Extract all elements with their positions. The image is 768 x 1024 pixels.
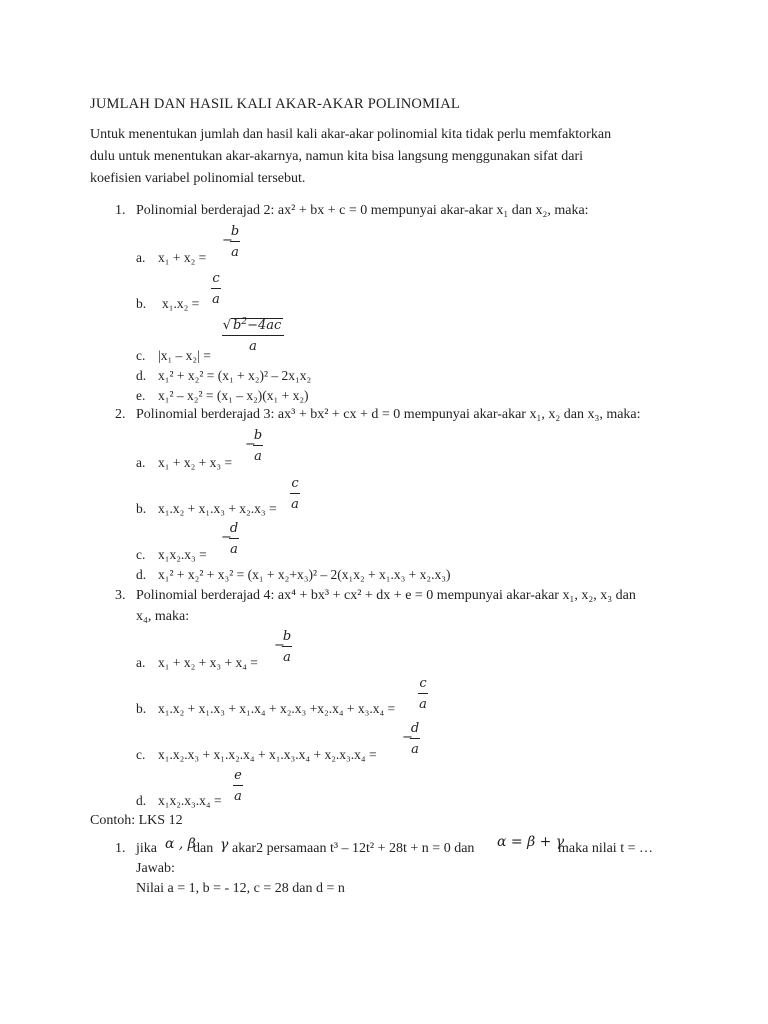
s2-c-letter: c. [136, 547, 146, 562]
section-2-number: 2. [115, 407, 126, 422]
s1-a-lhs: x₁ + x₂ = [158, 250, 207, 265]
fraction-denominator: a [249, 339, 257, 354]
s3-c-fraction [410, 722, 420, 756]
intro-line-1: Untuk menentukan jumlah dan hasil kali akar-akar polinomial kita tidak perlu memfaktorkan [90, 127, 612, 142]
section-3-number: 3. [115, 588, 126, 603]
answer-values: Nilai a = 1, b = - 12, c = 28 dan d = n [136, 881, 345, 896]
s3-b-letter: b. [136, 701, 147, 716]
section-3-heading-cont: x₄, maka: [136, 609, 190, 624]
s3-a-lhs: x₁ + x₂ + x₃ + x₄ = [158, 655, 258, 670]
fraction-denominator: a [230, 542, 238, 557]
sqrt-numerator: √ $b^2-4ac$ [222, 317, 282, 333]
fraction-denominator: a [212, 292, 220, 307]
fraction-bar [229, 538, 239, 539]
s3-c-lhs: x₁.x₂.x₃ + x₁.x₂.x₄ + x₁.x₃.x₄ + x₂.x₃.x₄ = [158, 747, 377, 762]
s1-a-letter: a. [136, 250, 146, 265]
alpha-beta-symbols: α , β [165, 836, 196, 852]
s1-c-lhs: |x₁ – x₂| = [158, 348, 211, 363]
fraction-denominator: a [411, 742, 419, 757]
s1-b-letter: b. [136, 296, 147, 311]
s1-a-sign: − [222, 233, 233, 248]
example-jika: jika [136, 841, 157, 856]
s3-d-letter: d. [136, 793, 147, 808]
gamma-symbol: γ [220, 837, 229, 853]
fraction-bar [233, 785, 243, 786]
s1-c-letter: c. [136, 348, 146, 363]
document-title: JUMLAH DAN HASIL KALI AKAR-AKAR POLINOMIAL [90, 96, 460, 112]
intro-line-3: koefisien variabel polinomial tersebut. [90, 171, 306, 186]
fraction-denominator: a [254, 449, 262, 464]
section-1-number: 1. [115, 203, 126, 218]
example-1-number: 1. [115, 841, 126, 856]
s1-b-fraction [211, 272, 221, 306]
s2-a-fraction [253, 429, 263, 463]
fraction-numerator: e [234, 768, 242, 783]
jawab-label: Jawab: [136, 861, 175, 876]
example-heading: Contoh: LKS 12 [90, 813, 183, 828]
s2-b-fraction [290, 477, 300, 511]
s3-b-fraction [418, 677, 428, 711]
fraction-denominator: a [283, 650, 291, 665]
s1-d-text: x₁² + x₂² = (x₁ + x₂)² – 2x₁x₂ [158, 368, 312, 383]
fraction-numerator: d [229, 521, 239, 536]
fraction-bar [290, 493, 300, 494]
fraction-denominator: a [234, 789, 242, 804]
s2-b-letter: b. [136, 501, 147, 516]
s3-a-sign: − [274, 638, 285, 653]
condition-equation: α = β + γ [497, 834, 565, 850]
s2-c-sign: − [221, 530, 232, 545]
fraction-bar [282, 646, 292, 647]
fraction-bar [211, 288, 221, 289]
fraction-numerator: b [282, 629, 292, 644]
example-question-end: maka nilai t = … [558, 841, 653, 856]
s1-d-letter: d. [136, 368, 147, 383]
example-question-mid: akar2 persamaan t³ – 12t² + 28t + n = 0 dan [232, 841, 475, 856]
s2-d-text: x₁² + x₂² + x₃² = (x₁ + x₂+x₃)² – 2(x₁x₂ + x₁.x₃ + x₂.x₃) [158, 567, 451, 582]
s2-d-letter: d. [136, 567, 147, 582]
fraction-bar [410, 738, 420, 739]
s2-c-fraction [229, 522, 239, 556]
fraction-denominator: a [419, 697, 427, 712]
fraction-bar [418, 693, 428, 694]
fraction-bar [253, 445, 263, 446]
s3-d-fraction [233, 769, 243, 803]
s2-a-letter: a. [136, 455, 146, 470]
s3-c-letter: c. [136, 747, 146, 762]
s1-b-lhs: x₁.x₂ = [162, 296, 200, 311]
fraction-numerator: c [291, 476, 299, 491]
fraction-denominator: a [291, 497, 299, 512]
fraction-numerator: d [410, 721, 420, 736]
s1-c-fraction [222, 318, 284, 353]
fraction-numerator: b [253, 428, 263, 443]
s2-a-lhs: x₁ + x₂ + x₃ = [158, 455, 233, 470]
section-3-heading: Polinomial berderajad 4: ax⁴ + bx³ + cx² + dx + e = 0 mempunyai akar-akar x₁, x₂, x₃ dan [136, 588, 636, 603]
example-dan: dan [193, 841, 214, 856]
s3-a-letter: a. [136, 655, 146, 670]
fraction-numerator: c [419, 676, 427, 691]
s2-b-lhs: x₁.x₂ + x₁.x₃ + x₂.x₃ = [158, 501, 277, 516]
s3-b-lhs: x₁.x₂ + x₁.x₃ + x₁.x₄ + x₂.x₃ +x₂.x₄ + x₃.x₄ = [158, 701, 396, 716]
s3-c-sign: − [402, 730, 413, 745]
fraction-numerator: b [230, 224, 240, 239]
section-2-heading: Polinomial berderajad 3: ax³ + bx² + cx + d = 0 mempunyai akar-akar x₁, x₂ dan x₃, maka: [136, 407, 641, 422]
intro-line-2: dulu untuk menentukan akar-akarnya, namun kita bisa langsung menggunakan sifat dari [90, 149, 584, 164]
fraction-bar [222, 335, 284, 336]
s1-e-letter: e. [136, 388, 146, 403]
s2-a-sign: − [245, 437, 256, 452]
fraction-bar [230, 241, 240, 242]
fraction-numerator: c [212, 271, 220, 286]
fraction-denominator: a [231, 245, 239, 260]
s3-d-lhs: x₁x₂.x₃.x₄ = [158, 793, 222, 808]
s3-a-fraction [282, 630, 292, 664]
section-1-heading: Polinomial berderajad 2: ax² + bx + c = 0 mempunyai akar-akar x₁ dan x₂, maka: [136, 203, 589, 218]
s2-c-lhs: x₁x₂.x₃ = [158, 547, 207, 562]
s1-a-fraction [230, 225, 240, 259]
s1-e-text: x₁² – x₂² = (x₁ – x₂)(x₁ + x₂) [158, 388, 309, 403]
